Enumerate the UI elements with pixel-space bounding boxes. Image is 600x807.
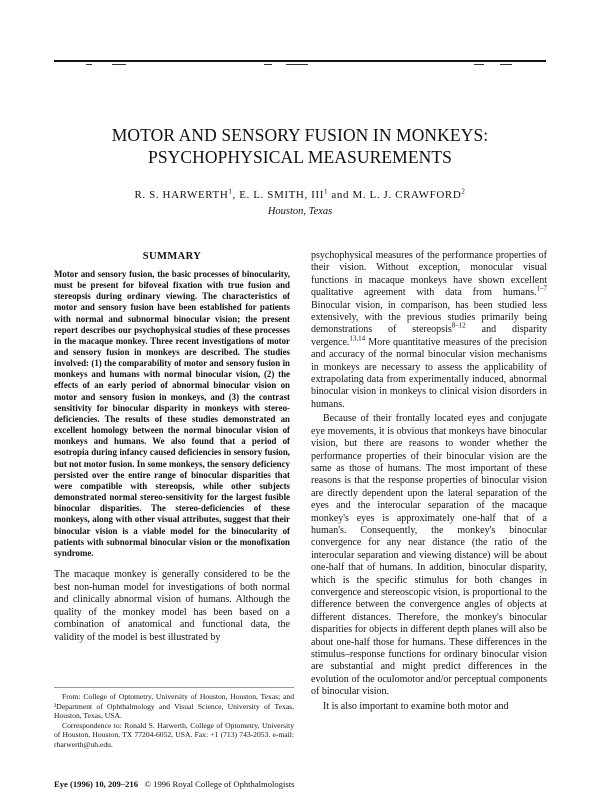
header-rule	[54, 60, 546, 62]
article-title	[40, 124, 560, 168]
summary-body: Motor and sensory fusion, the basic processes of binocularity, must be present for bifoveal fixation with true fusion and stereopsis during ordinary viewing. The characteristics of motor and sensory fusion have been established for patients with normal and subnormal binocular vision; the present report describes our psychophysical studies of these processes in the macaque monkey. Three recent investigations of motor and sensory fusion in monkeys are described. The studies involved: (1) the comparability of motor and sensory fusion in monkeys and humans with normal binocular vision, (2) the effects of an early period of abnormal binocular vision on motor and sensory fusion in monkeys, and (3) the contrast sensitivity for binocular disparity in monkeys with stereo-deficiencies. The results of these studies demonstrated an excellent homology between the normal binocular vision of monkeys and humans. We also found that a period of esotropia during infancy caused deficiencies in sensory fusion, but not motor fusion. In some monkeys, the sensory deficiency persisted over the entire range of binocular disparities that were compatible with stereopsis, while other subjects demonstrated normal stereo-sensitivity for the largest fusible binocular disparities. The stereo-deficiencies of these monkeys, along with other visual attributes, suggest that their binocular vision is a viable model for the binocularity of patients with subnormal binocular vision or the monofixation syndrome.	[54, 268, 290, 558]
footnote-affiliation: From: College of Optometry, University of Houston, Houston, Texas; and ²Department of Ophthalmology and Visual Science, University of Texas, Houston, Texas, USA.	[54, 692, 294, 721]
author-1: R. S. HARWERTH	[134, 189, 229, 201]
journal-citation: Eye (1996) 10, 209–216	[54, 779, 139, 789]
journal-footer	[54, 779, 554, 789]
author-list	[40, 189, 560, 201]
title-line-2: PSYCHOPHYSICAL MEASUREMENTS	[148, 147, 452, 167]
right-paragraph-2: Because of their frontally located eyes and conjugate eye movements, it is obvious that monkeys have binocular vision, but there are reasons to wonder whether the performance properties of their binocular vision are the same as those of humans. The most important of these reasons is that the response properties of binocular vision are directly dependent upon the lateral separation of the eyes and the interocular separation of the macaque monkey's eyes is approximately one-half that of a human's. Consequently, the monkey's binocular convergence for any near distance (the ratio of the interocular separation and viewing distance) will be about one-half that of humans. In addition, binocular disparity, which is the specific stimulus for both changes in convergence and stereoscopic vision, is proportional to the difference between the convergence angles of objects at different distances. Therefore, the monkey's binocular disparities for objects in different depth planes will also be about one-half those for humans. These differences in the stimulus–response functions for ordinary binocular vision are substantial and might predict differences in the evolution of the oculomotor and/or perceptual components of binocular vision.	[311, 413, 547, 698]
author-3: and M. L. J. CRAWFORD	[328, 189, 462, 201]
intro-paragraph: The macaque monkey is generally considered to be the best non-human model for investigations of both normal and clinically abnormal vision of humans. Although the quality of the monkey model has been based on a combination of anatomical and functional data, the validity of the model is best illustrated by	[54, 568, 290, 643]
citation-sup: 1–7	[536, 284, 547, 293]
citation-sup: 13,14	[349, 334, 366, 343]
right-paragraph-3: It is also important to examine both motor and	[323, 700, 509, 712]
title-line-1: MOTOR AND SENSORY FUSION IN MONKEYS:	[111, 125, 489, 145]
right-column	[311, 250, 547, 713]
author-2-affil: 1	[323, 187, 329, 196]
right-paragraph-1: psychophysical measures of the performance properties of their vision. Without exception, monocular visual functions in macaque monkeys have shown excellent qualitative agreement with data from humans.$^{1-7}$ Binocular vision, in comparison, has been studied less extensively, with the previous studies primarily being demonstrations of stereopsis$^{8-12}$ and disparity vergence.$^{13,14}$ More quantitative measures of the precision and accuracy of the normal binocular vision mechanisms in monkeys are necessary to assess the applicability of extrapolating data from experimentally induced, abnormal binocular vision in monkeys to clinical vision disorders in humans.	[311, 250, 547, 410]
author-2: , E. L. SMITH, III	[232, 189, 324, 201]
citation-sup: 8–12	[451, 322, 466, 331]
location: Houston, Texas	[267, 206, 333, 217]
author-3-affil: 2	[461, 187, 466, 196]
author-1-affil: 1	[228, 187, 233, 196]
footnote-correspondence: Correspondence to: Ronald S. Harwerth, College of Optometry, University of Houston, Houston, TX 77204-6052, USA. Fax: +1 (713) 743-2053. e-mail: rharwerth@uh.edu.	[54, 720, 294, 749]
header-rule-marks	[54, 64, 546, 68]
summary-heading: SUMMARY	[142, 251, 202, 262]
footnote	[54, 687, 294, 750]
journal-copyright: © 1996 Royal College of Ophthalmologists	[144, 779, 295, 789]
left-column	[54, 251, 290, 645]
